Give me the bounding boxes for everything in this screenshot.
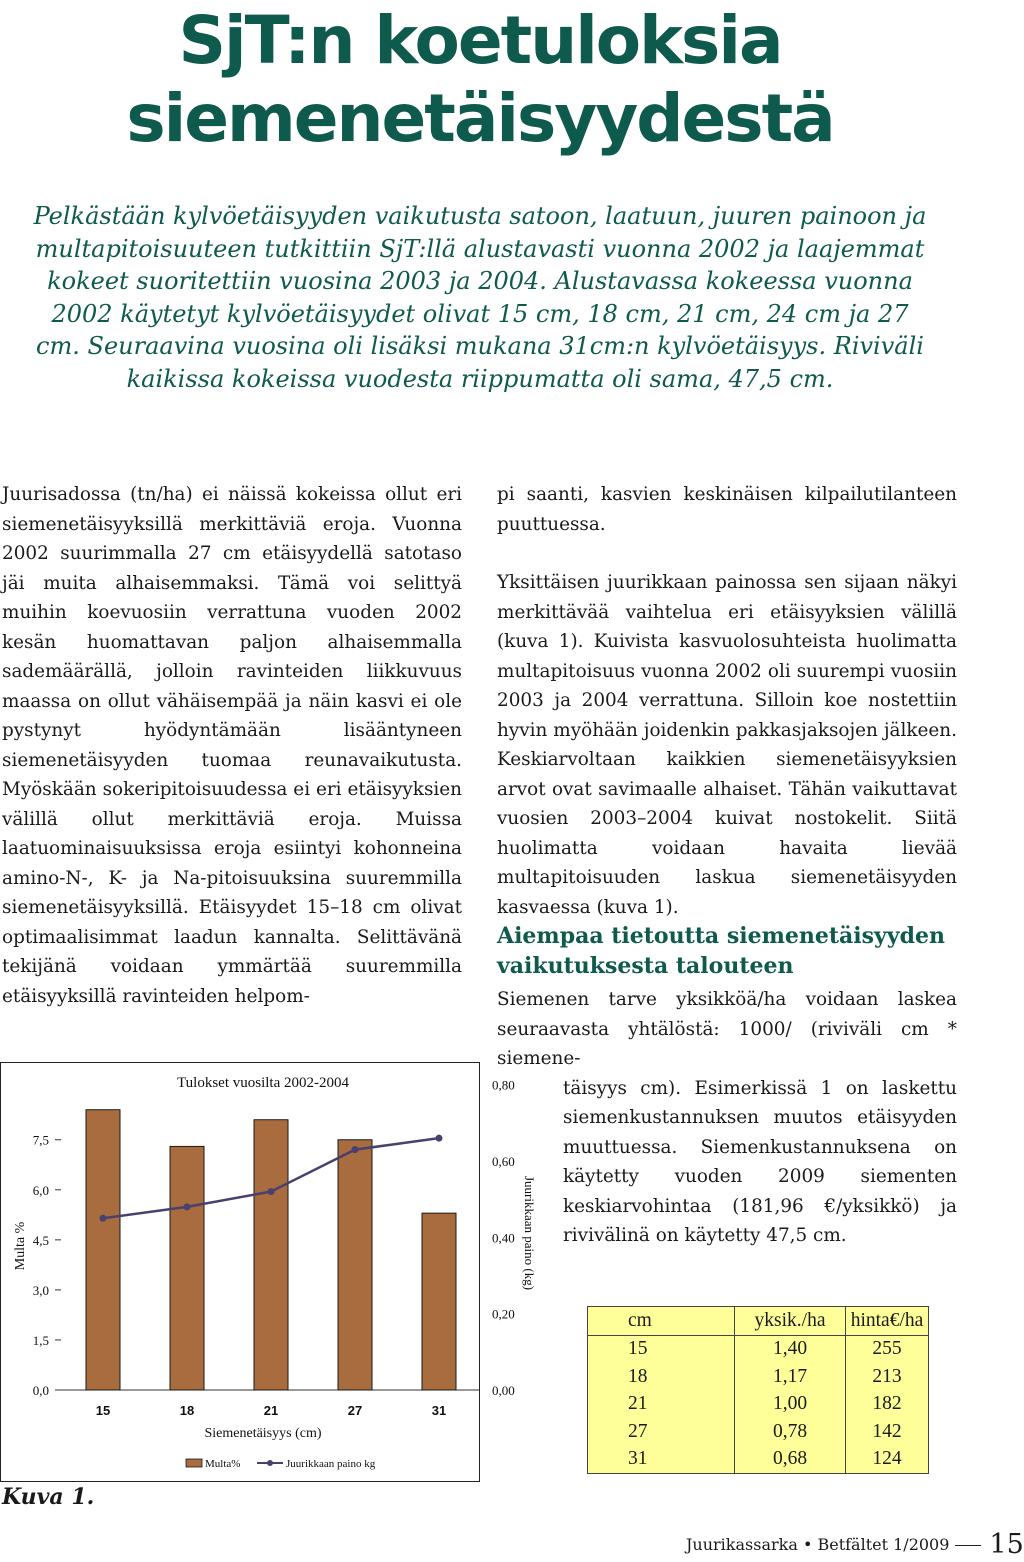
table-row (588, 1418, 929, 1446)
right-axis-label: Juurikkaan paino (kg) (522, 1175, 537, 1291)
line-point (268, 1188, 275, 1195)
left-tick-label: 6,0 (32, 1182, 49, 1198)
legend-swatch-bar (186, 1459, 202, 1467)
right-column (497, 480, 957, 922)
legend-label-line: Juurikkaan paino kg (286, 1458, 376, 1470)
x-axis-label: Siemenetäisyys (cm) (204, 1426, 322, 1441)
seed-cost-table (587, 1306, 929, 1474)
table-row (588, 1335, 929, 1363)
cost-paragraph-wide: Siemenen tarve yksikköä/ha voidaan laskea seuraavasta yhtälöstä: 1000/ (riviväli cm * siemene- (497, 989, 957, 1069)
x-tick-label: 31 (431, 1403, 447, 1418)
legend-label-bar: Multa% (205, 1458, 241, 1470)
page-footer (686, 1530, 1024, 1560)
cell-units: 1,00 (735, 1391, 846, 1419)
col-header-cm: cm (588, 1307, 735, 1336)
cell-cm: 27 (588, 1418, 735, 1446)
x-tick-label: 21 (263, 1403, 279, 1418)
right-tick-label: 0,00 (492, 1383, 515, 1398)
table-header-row (588, 1307, 929, 1336)
right-tick-label: 0,20 (492, 1306, 515, 1322)
cell-cm: 15 (588, 1335, 735, 1363)
bar-multa (338, 1140, 372, 1390)
lead-paragraph: Pelkästään kylvöetäisyyden vaikutusta satoon, laatuun, juuren painoon ja multapitoisuuteen tutkittiin SjT:llä alustavasti vuonna 2002 ja laajemmat kokeet suoritettiin vuosina 2003 ja 2004. Alustavassa kokeessa vuonna 2002 käytetyt kylvöetäisyydet olivat 15 cm, 18 cm, 21 cm, 24 cm ja 27 cm. Seuraavina vuosina oli lisäksi mukana 31cm:n kylvöetäisyys. Riviväli kaikissa kokeissa vuodesta riippumatta oli sama, 47,5 cm. (33, 202, 927, 393)
legend-swatch-point (267, 1460, 273, 1466)
left-tick-label: 4,5 (32, 1232, 49, 1248)
bar-multa (170, 1146, 204, 1390)
col-header-units: yksik./ha (735, 1307, 846, 1336)
table-row (588, 1446, 929, 1474)
right-tick-label: 0,60 (492, 1154, 515, 1170)
cell-price: 124 (846, 1446, 929, 1474)
cost-paragraph (497, 985, 957, 1251)
footer-rule (955, 1545, 981, 1546)
line-point (100, 1215, 107, 1222)
table-row (588, 1391, 929, 1419)
x-tick-label: 18 (179, 1403, 195, 1418)
cell-units: 0,68 (735, 1446, 846, 1474)
page-title-line2: siemenetäisyydestä (126, 80, 834, 157)
right-tick-label: 0,40 (492, 1230, 515, 1246)
left-column-text: Juurisadossa (tn/ha) ei näissä kokeissa ollut eri siemenetäisyyksillä merkittäviä eroja. Vuonna 2002 suurimmalla 27 cm etäisyydellä satotaso jäi muita alhaisemmaksi. Tämä voi selittyä muihin koevuosiin verrattuna vuoden 2002 kesän huomattavan paljon alhaisemmalla sademäärällä, jolloin ravinteiden liikkuvuus maassa on ollut vähäisempää ja näin kasvi ei ole pystynyt hyödyntämään lisääntyneen siemenetäisyyden tuomaa reunavaikutusta. Myöskään sokeripitoisuudessa ei eri etäisyyksien välillä ollut merkittäviä eroja. Muissa laatuominaisuuksissa eroja esiintyi kohonneina amino-N-, K- ja Na-pitoisuuksina suuremmilla siemenetäisyyksillä. Etäisyydet 15–18 cm olivat optimaalisimmat laadun kannalta. Selittävänä tekijänä voidaan ymmärtää suuremmilla etäisyyksillä ravinteiden helpom- (2, 484, 462, 1007)
cell-price: 182 (846, 1391, 929, 1419)
chart-svg (1, 1063, 537, 1481)
cell-price: 213 (846, 1363, 929, 1391)
cell-price: 142 (846, 1418, 929, 1446)
footer-journal: Juurikassarka • Betfältet 1/2009 (686, 1535, 950, 1554)
col-header-price: hinta€/ha (846, 1307, 929, 1336)
table-row (588, 1363, 929, 1391)
bar-multa (86, 1110, 120, 1390)
right-tick-label: 0,80 (492, 1077, 515, 1093)
chart-title: Tulokset vuosilta 2002-2004 (177, 1075, 349, 1091)
bar-multa (254, 1120, 288, 1390)
left-tick-label: 3,0 (32, 1282, 49, 1298)
cell-units: 1,17 (735, 1363, 846, 1391)
x-tick-label: 15 (95, 1403, 111, 1418)
cell-units: 1,40 (735, 1335, 846, 1363)
figure-caption: Kuva 1. (2, 1484, 95, 1510)
bar-multa (422, 1213, 456, 1390)
right-column-para-1: pi saanti, kasvien keskinäisen kilpailutilanteen puuttuessa. (497, 484, 957, 535)
line-point (184, 1203, 191, 1210)
cell-cm: 21 (588, 1391, 735, 1419)
left-column (2, 480, 462, 1011)
page-title-line1: SjT:n koetuloksia (178, 2, 782, 79)
line-point (436, 1135, 443, 1142)
cell-price: 255 (846, 1335, 929, 1363)
left-tick-label: 7,5 (32, 1132, 49, 1148)
right-column-para-2: Yksittäisen juurikkaan painossa sen sijaan näkyi merkittävää vaihtelua eri etäisyyksien välillä (kuva 1). Kuivista kasvuolosuhteista huolimatta multapitoisuus vuonna 2002 oli suurempi vuosiin 2003 ja 2004 verrattuna. Silloin koe nostettiin hyvin myöhään joidenkin pakkasjaksojen jälkeen. Keskiarvoltaan kaikkien siemenetäisyyksien arvot ovat savimaalle alhaiset. Tähän vaikuttavat vuosien 2003–2004 kuivat nostokelit. Siitä huolimatta voidaan havaita lievää multapitoisuuden laskua siemenetäisyyden kasvaessa (kuva 1). (497, 572, 957, 918)
cell-units: 0,78 (735, 1418, 846, 1446)
results-chart (0, 1062, 537, 1482)
left-axis-label: Multa % (13, 1221, 28, 1271)
left-tick-label: 1,5 (32, 1332, 49, 1348)
line-point (352, 1146, 359, 1153)
page-number: 15 (989, 1529, 1024, 1560)
left-tick-label: 0,0 (32, 1383, 49, 1398)
cell-cm: 31 (588, 1446, 735, 1474)
x-tick-label: 27 (347, 1403, 363, 1418)
section-heading: Aiempaa tietoutta siemenetäisyyden vaikutuksesta talouteen (497, 923, 945, 979)
cost-paragraph-narrow: täisyys cm). Esimerkissä 1 on laskettu siemenkustannuksen muutos etäisyyden muuttuessa. Siemenkustannuksena on käytetty vuoden 2009 siementen keskiarvohintaa (181,96 €/yksikkö) ja rivivälinä on käytetty 47,5 cm. (563, 1077, 957, 1246)
cell-cm: 18 (588, 1363, 735, 1391)
